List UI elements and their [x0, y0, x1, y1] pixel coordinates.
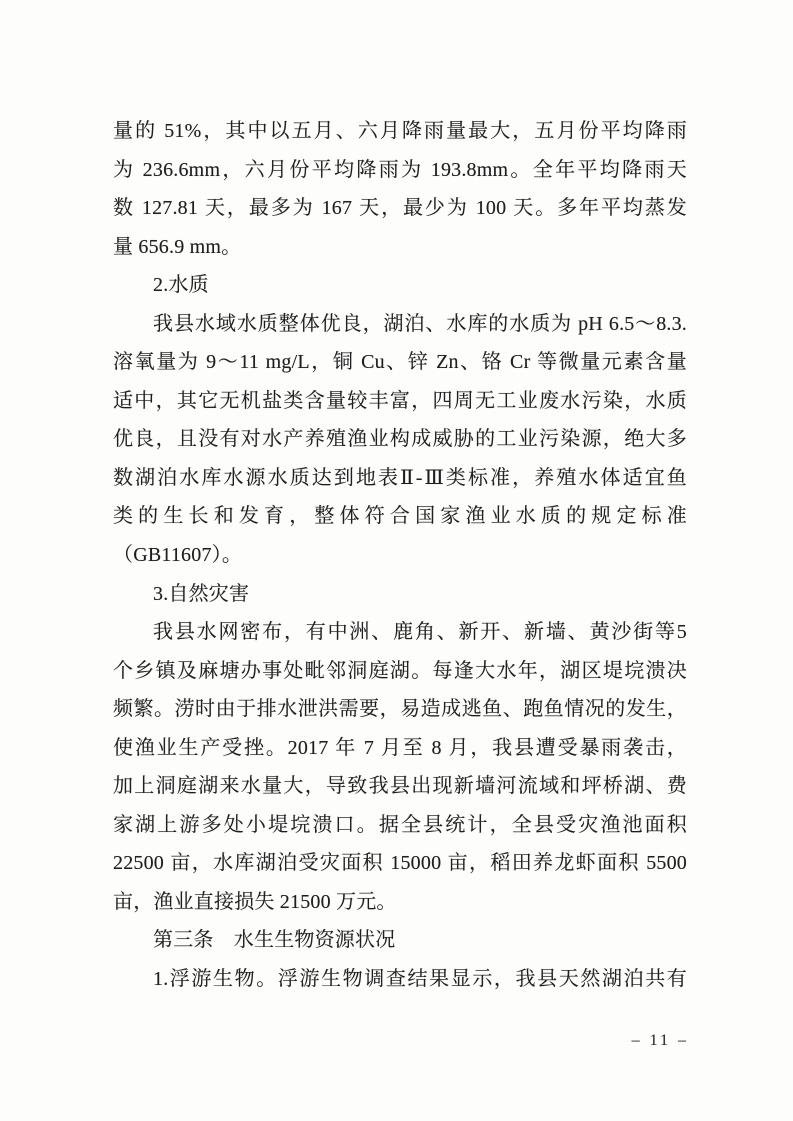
text-line: 亩，渔业直接损失 21500 万元。 — [113, 890, 397, 913]
text-line: 适中，其它无机盐类含量较丰富，四周无工业废水污染，水质 — [113, 389, 687, 412]
text-line: 为 236.6mm，六月份平均降雨为 193.8mm。全年平均降雨天 — [113, 158, 687, 181]
text-line: 使渔业生产受挫。2017 年 7 月至 8 月，我县遭受暴雨袭击， — [113, 736, 687, 759]
text-line: 22500 亩，水库湖泊受灾面积 15000 亩，稻田养龙虾面积 5500 — [113, 852, 687, 875]
text-line: 3.自然灾害 — [153, 582, 250, 605]
document-body — [113, 112, 687, 999]
text-line: 频繁。涝时由于排水泄洪需要，易造成逃鱼、跑鱼情况的发生， — [113, 698, 687, 721]
text-line: 个乡镇及麻塘办事处毗邻洞庭湖。每逢大水年，湖区堤垸溃决 — [113, 659, 687, 682]
text-line: 溶氧量为 9～11 mg/L，铜 Cu、锌 Zn、铬 Cr 等微量元素含量 — [113, 351, 687, 374]
text-line: 我县水域水质整体优良，湖泊、水库的水质为 pH 6.5～8.3. — [153, 312, 687, 335]
text-line: 家湖上游多处小堤垸溃口。据全县统计，全县受灾渔池面积 — [113, 813, 687, 836]
text-line: 量的 51%，其中以五月、六月降雨量最大，五月份平均降雨 — [113, 120, 687, 142]
text-line: 2.水质 — [153, 274, 209, 297]
text-line: 数湖泊水库水源水质达到地表Ⅱ-Ⅲ类标准，养殖水体适宜鱼 — [113, 466, 687, 489]
page-number: – 11 – — [631, 1032, 689, 1049]
text-line: 我县水网密布，有中洲、鹿角、新开、新墙、黄沙街等5 — [153, 621, 687, 644]
text-line: 量 656.9 mm。 — [113, 235, 242, 258]
text-line: 1.浮游生物。浮游生物调查结果显示，我县天然湖泊共有 — [153, 968, 687, 991]
text-line: 数 127.81 天，最多为 167 天，最少为 100 天。多年平均蒸发 — [113, 197, 687, 220]
text-line: 加上洞庭湖来水量大，导致我县出现新墙河流域和坪桥湖、费 — [113, 775, 687, 798]
text-line: 第三条 水生生物资源状况 — [153, 929, 396, 952]
text-line: 类的生长和发育，整体符合国家渔业水质的规定标准 — [113, 505, 687, 528]
text-line: 优良，且没有对水产养殖渔业构成威胁的工业污染源，绝大多 — [113, 428, 687, 451]
text-line: （GB11607）。 — [113, 544, 243, 567]
